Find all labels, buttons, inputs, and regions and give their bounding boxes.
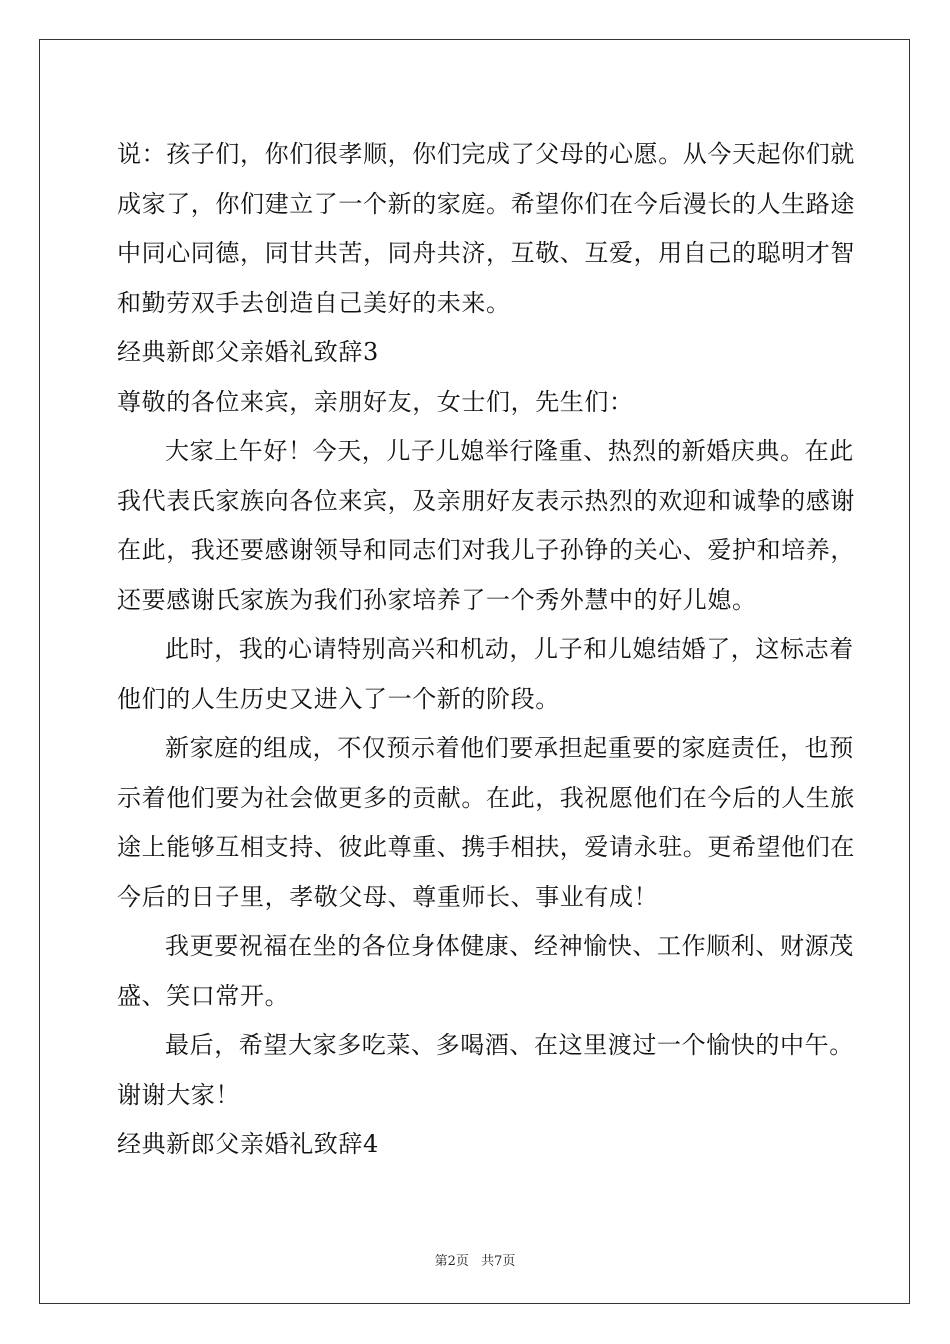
document-body (117, 130, 855, 1170)
text-line: 谢谢大家！ (117, 1080, 240, 1109)
text-line: 他们的人生历史又进入了一个新的阶段。 (117, 684, 560, 713)
page-number: 第2页 (434, 1254, 469, 1269)
text-line: 在此，我还要感谢领导和同志们对我儿子孙铮的关心、爱护和培养， (117, 536, 855, 564)
paragraph-start: 此时，我的心请特别高兴和机动，儿子和儿媳结婚了，这标志着 (165, 635, 854, 663)
text-line: 今后的日子里，孝敬父母、尊重师长、事业有成！ (117, 882, 659, 911)
text-line: 盛、笑口常开。 (117, 981, 290, 1010)
paragraph-start: 最后，希望大家多吃菜、多喝酒、在这里渡过一个愉快的中午。 (165, 1031, 854, 1059)
text-line: 和勤劳双手去创造自己美好的未来。 (117, 288, 511, 317)
salutation: 尊敬的各位来宾，亲朋好友，女士们，先生们： (117, 387, 634, 416)
page-total: 共7页 (481, 1254, 516, 1269)
section-heading: 经典新郎父亲婚礼致辞3 (117, 338, 379, 366)
paragraph-start: 新家庭的组成，不仅预示着他们要承担起重要的家庭责任，也预 (165, 734, 854, 762)
text-line: 成家了，你们建立了一个新的家庭。希望你们在今后漫长的人生路途 (117, 189, 855, 218)
text-line: 我代表氏家族向各位来宾，及亲朋好友表示热烈的欢迎和诚挚的感谢 (117, 486, 855, 515)
page-footer (0, 1250, 950, 1269)
text-line: 途上能够互相支持、彼此尊重、携手相扶，爱请永驻。更希望他们在 (117, 833, 855, 861)
text-line: 中同心同德，同甘共苦，同舟共济，互敬、互爱，用自己的聪明才智 (117, 239, 855, 267)
paragraph-start: 大家上午好！今天，儿子儿媳举行隆重、热烈的新婚庆典。在此 (165, 437, 854, 465)
section-heading: 经典新郎父亲婚礼致辞4 (117, 1130, 379, 1158)
text-line: 说：孩子们，你们很孝顺，你们完成了父母的心愿。从今天起你们就 (117, 140, 855, 168)
text-line: 示着他们要为社会做更多的贡献。在此，我祝愿他们在今后的人生旅 (117, 783, 855, 812)
paragraph-start: 我更要祝福在坐的各位身体健康、经神愉快、工作顺利、财源茂 (165, 932, 854, 960)
text-line: 还要感谢氏家族为我们孙家培养了一个秀外慧中的好儿媳。 (117, 585, 757, 614)
